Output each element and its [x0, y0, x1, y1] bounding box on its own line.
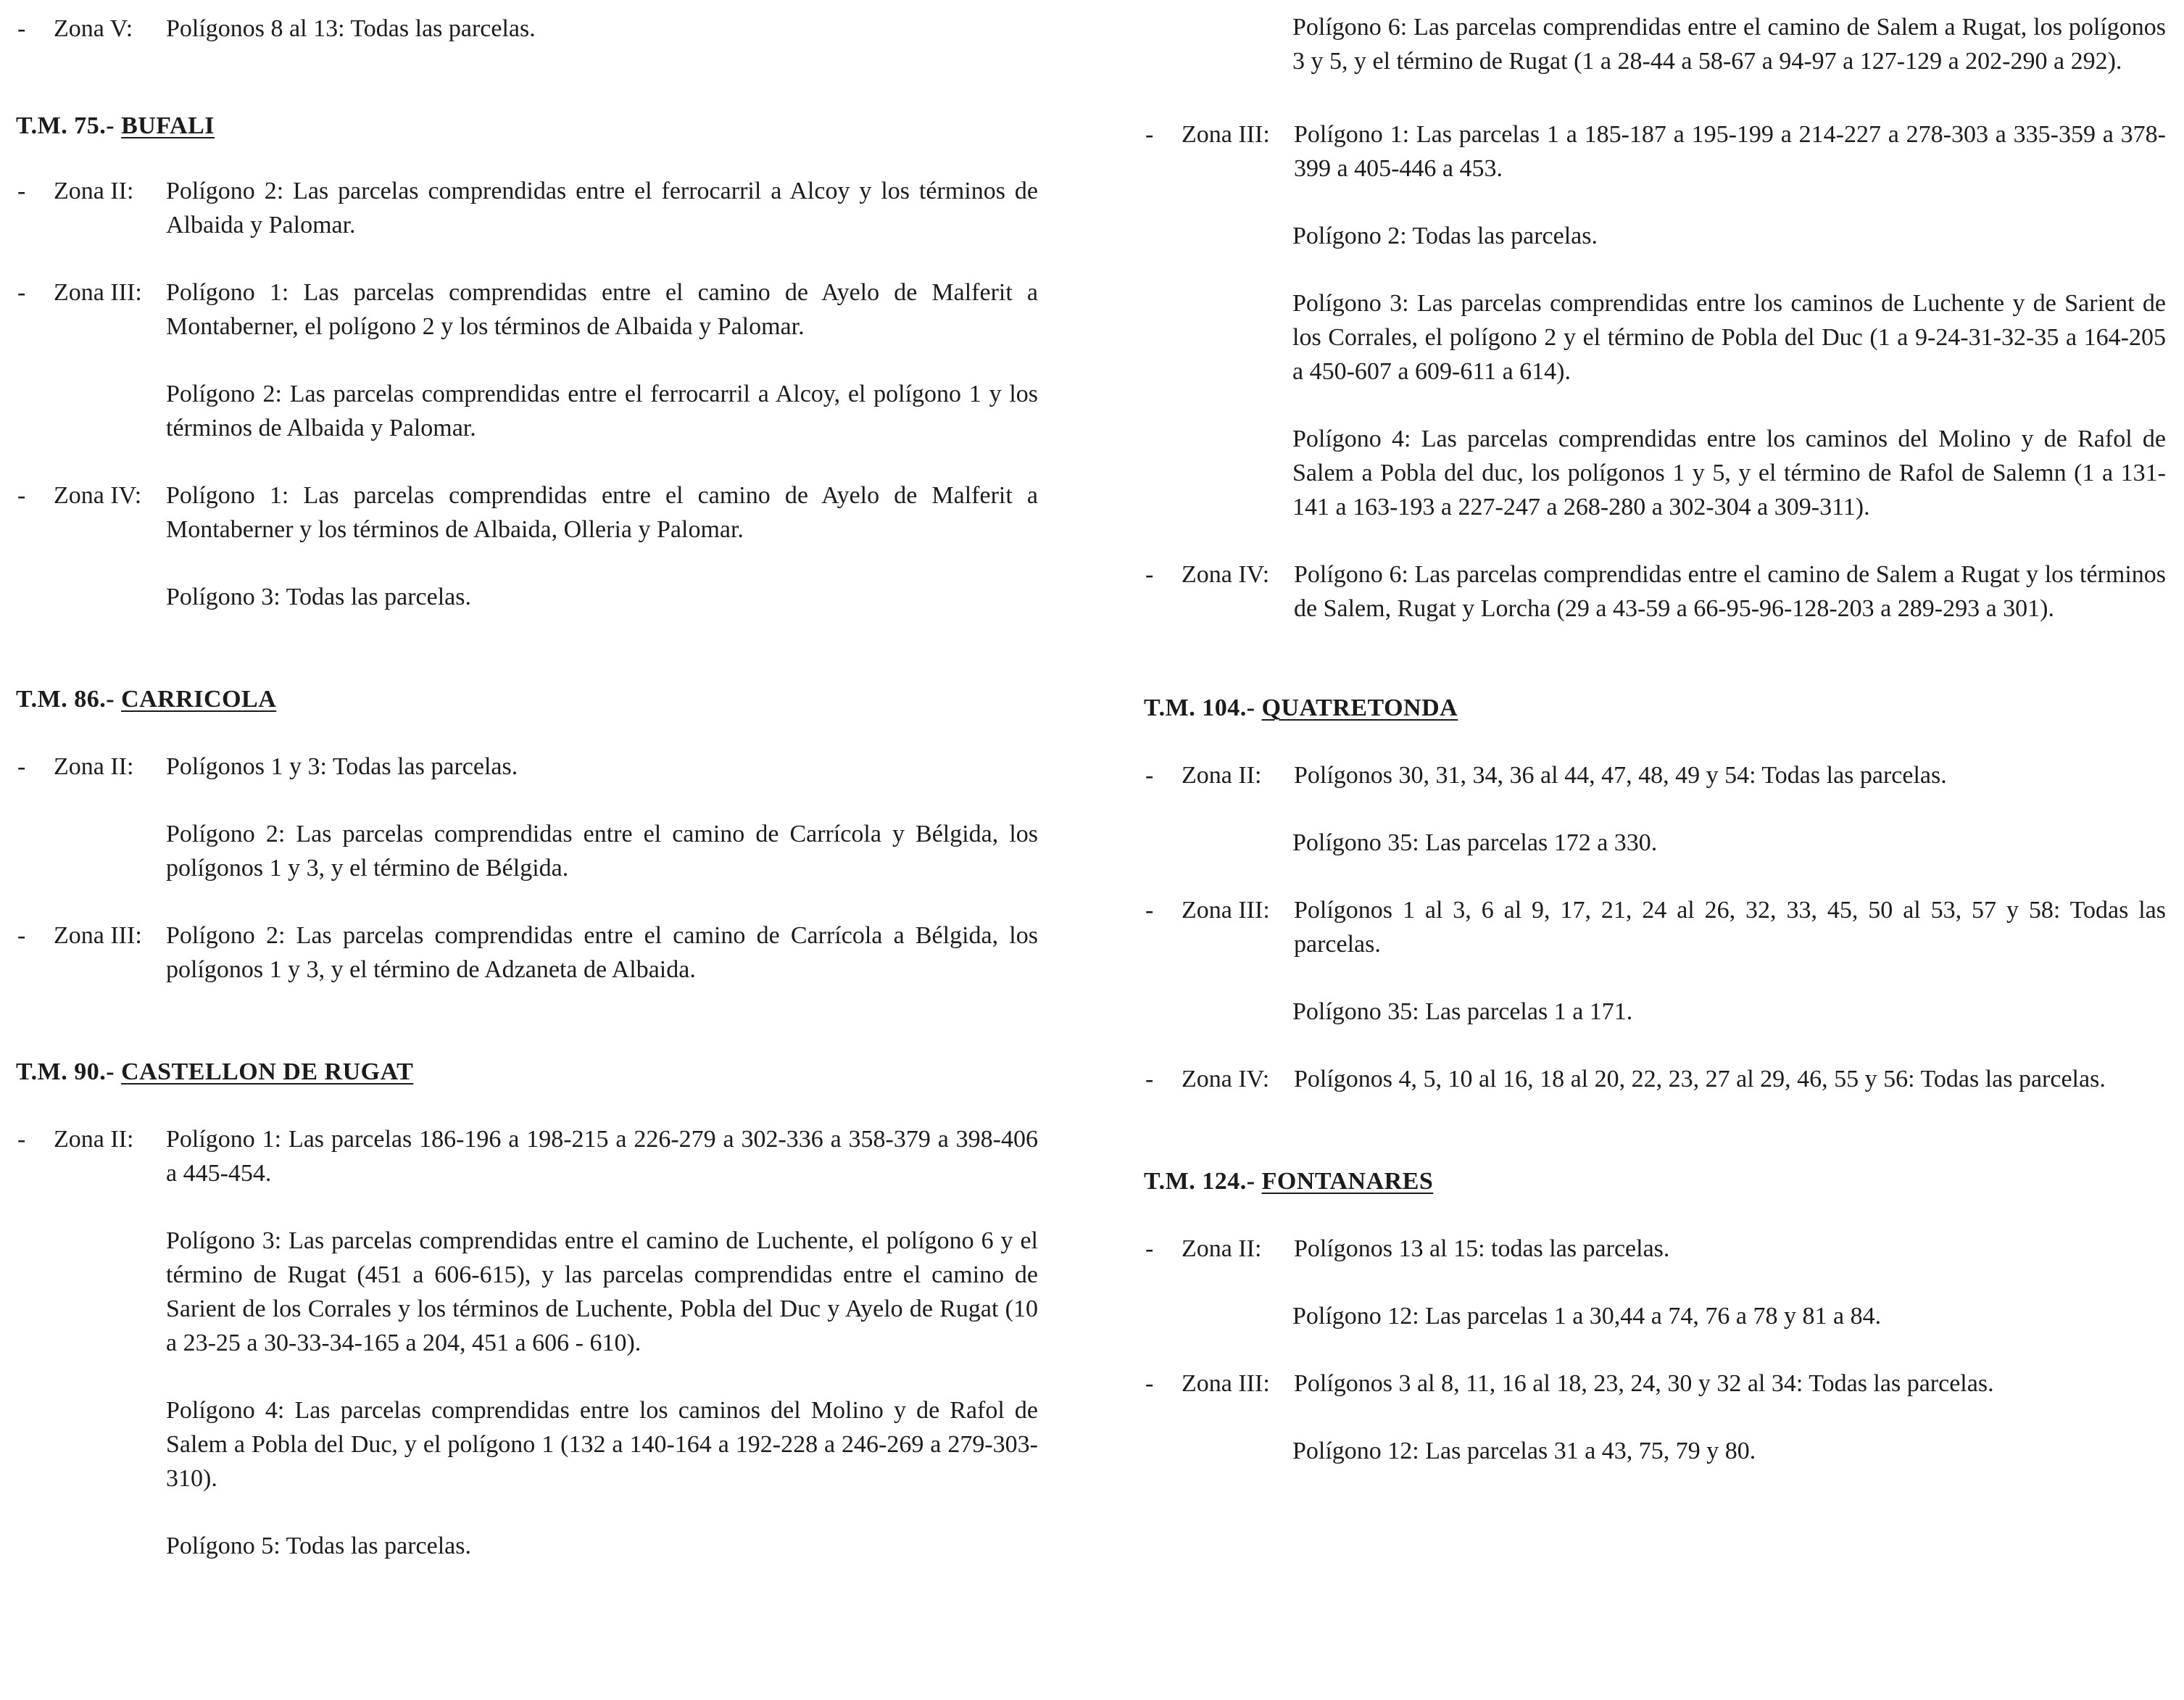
list-dash: - — [17, 178, 26, 204]
heading-name: CASTELLON DE RUGAT — [121, 1058, 414, 1085]
section-heading-bufali — [16, 109, 1038, 143]
poligono-entry: Polígono 12: Las parcelas 1 a 30,44 a 74, 76 a 78 y 81 a 84. — [1292, 1303, 1882, 1330]
zone-label: Zona III: — [1182, 1370, 1270, 1397]
heading-name: QUATRETONDA — [1261, 694, 1458, 721]
section-heading-quatretonda — [1144, 691, 2166, 725]
heading-prefix: T.M. 104.- — [1144, 694, 1262, 721]
right-column — [1144, 0, 2166, 1468]
zone-entry — [1144, 1232, 2166, 1266]
heading-name: BUFALI — [121, 112, 215, 139]
zone-text: Polígono 1: Las parcelas 186-196 a 198-215 a 226-279 a 302-336 a 358-379 a 398-406 a 445-454. — [166, 1126, 1038, 1187]
zone-text: Polígono 2: Las parcelas comprendidas entre el ferrocarril a Alcoy y los términos de Albaida y Palomar. — [166, 178, 1038, 239]
zone-entry — [16, 919, 1038, 987]
list-dash: - — [1145, 1370, 1154, 1397]
zone-entry — [1144, 117, 2166, 186]
poligono-entry: Polígono 5: Todas las parcelas. — [166, 1533, 471, 1559]
zone-entry — [16, 275, 1038, 344]
list-dash: - — [1145, 897, 1154, 924]
heading-name: CARRICOLA — [121, 686, 277, 713]
list-dash: - — [17, 753, 26, 780]
poligono-entry: Polígono 2: Las parcelas comprendidas entre el camino de Carrícola y Bélgida, los polígonos 1 y 3, y el término de Bélgida. — [166, 821, 1038, 882]
list-dash: - — [17, 279, 26, 306]
zone-entry — [16, 174, 1038, 242]
zone-entry — [1144, 893, 2166, 961]
zone-text: Polígono 1: Las parcelas comprendidas entre el camino de Ayelo de Malferit a Montaberner y los términos de Albaida, Olleria y Palomar. — [166, 482, 1038, 543]
poligono-entry: Polígono 3: Las parcelas comprendidas entre el camino de Luchente, el polígono 6 y el término de Rugat (451 a 606-615), y las parcelas comprendidas entre el camino de Sarient de los Corrales y los términos de Luchente, Pobla del Duc y Ayelo de Rugat (10 a 23-25 a 30-33-34-165 a 204, 451 a 606 - 610). — [166, 1227, 1038, 1356]
poligono-entry: Polígono 3: Las parcelas comprendidas entre los caminos de Luchente y de Sarient de los Corrales, el polígono 2 y el término de Pobla del Duc (1 a 9-24-31-32-35 a 164-205 a 450-607 a 609-611 a 614). — [1292, 290, 2166, 385]
poligono-entry: Polígono 4: Las parcelas comprendidas entre los caminos del Molino y de Rafol de Salem a Pobla del duc, los polígonos 1 y 5, y el término de Rafol de Salemn (1 a 131-141 a 163-193 a 227-247 a 268-280 a 302-304 a 309-311). — [1292, 426, 2166, 521]
heading-prefix: T.M. 86.- — [16, 686, 122, 713]
zone-label: Zona II: — [1182, 762, 1262, 789]
zone-text: Polígonos 30, 31, 34, 36 al 44, 47, 48, 49 y 54: Todas las parcelas. — [1294, 762, 1947, 789]
zone-label: Zona V: — [54, 15, 133, 42]
zone-label: Zona IV: — [1182, 561, 1270, 588]
heading-prefix: T.M. 90.- — [16, 1058, 122, 1085]
list-dash: - — [17, 15, 26, 42]
list-dash: - — [1145, 762, 1154, 789]
section-heading-carricola — [16, 682, 1038, 716]
zone-entry — [1144, 1062, 2166, 1096]
zone-label: Zona IV: — [54, 482, 142, 509]
poligono-entry: Polígono 2: Todas las parcelas. — [1292, 223, 1598, 249]
zone-text: Polígono 1: Las parcelas comprendidas entre el camino de Ayelo de Malferit a Montaberner, el polígono 2 y los términos de Albaida y Palomar. — [166, 279, 1038, 340]
poligono-entry: Polígono 3: Todas las parcelas. — [166, 584, 471, 610]
zone-text: Polígono 1: Las parcelas 1 a 185-187 a 195-199 a 214-227 a 278-303 a 335-359 a 378-399 a 405-446 a 453. — [1294, 121, 2166, 182]
zone-text: Polígono 2: Las parcelas comprendidas entre el camino de Carrícola a Bélgida, los polígonos 1 y 3, y el término de Adzaneta de Albaida. — [166, 922, 1038, 983]
zone-label: Zona III: — [54, 922, 142, 949]
zone-label: Zona II: — [1182, 1235, 1262, 1262]
zone-label: Zona IV: — [1182, 1066, 1270, 1092]
zone-label: Zona II: — [54, 753, 134, 780]
section-heading-fontanares — [1144, 1164, 2166, 1198]
list-dash: - — [17, 1126, 26, 1153]
zone-label: Zona III: — [1182, 897, 1270, 924]
zone-text: Polígono 6: Las parcelas comprendidas entre el camino de Salem a Rugat y los términos de Salem, Rugat y Lorcha (29 a 43-59 a 66-95-96-128-203 a 289-293 a 301). — [1294, 561, 2166, 622]
list-dash: - — [1145, 561, 1154, 588]
list-dash: - — [1145, 1235, 1154, 1262]
zone-label: Zona III: — [54, 279, 142, 306]
list-dash: - — [1145, 1066, 1154, 1092]
list-dash: - — [17, 922, 26, 949]
heading-prefix: T.M. 124.- — [1144, 1168, 1262, 1195]
zone-entry — [1144, 1367, 2166, 1401]
heading-prefix: T.M. 75.- — [16, 112, 122, 139]
list-dash: - — [1145, 121, 1154, 148]
zone-label: Zona III: — [1182, 121, 1270, 148]
zone-entry — [16, 1122, 1038, 1190]
poligono-entry: Polígono 6: Las parcelas comprendidas entre el camino de Salem a Rugat, los polígonos 3 y 5, y el término de Rugat (1 a 28-44 a 58-67 a 94-97 a 127-129 a 202-290 a 292). — [1292, 14, 2166, 75]
poligono-entry: Polígono 4: Las parcelas comprendidas entre los caminos del Molino y de Rafol de Salem a Pobla del Duc, y el polígono 1 (132 a 140-164 a 192-228 a 246-269 a 279-303-310). — [166, 1397, 1038, 1492]
zone-text: Polígonos 1 y 3: Todas las parcelas. — [166, 753, 518, 780]
poligono-entry: Polígono 12: Las parcelas 31 a 43, 75, 79 y 80. — [1292, 1438, 1756, 1464]
zone-text: Polígonos 8 al 13: Todas las parcelas. — [166, 15, 536, 42]
zone-entry — [1144, 758, 2166, 792]
zone-text: Polígonos 13 al 15: todas las parcelas. — [1294, 1235, 1670, 1262]
list-dash: - — [17, 482, 26, 509]
zone-entry — [16, 478, 1038, 547]
poligono-entry: Polígono 35: Las parcelas 172 a 330. — [1292, 829, 1658, 856]
zone-label: Zona II: — [54, 178, 134, 204]
poligono-entry: Polígono 2: Las parcelas comprendidas entre el ferrocarril a Alcoy, el polígono 1 y los términos de Albaida y Palomar. — [166, 381, 1038, 441]
section-heading-castellon-de-rugat — [16, 1055, 1038, 1089]
zone-label: Zona II: — [54, 1126, 134, 1153]
zone-text: Polígonos 1 al 3, 6 al 9, 17, 21, 24 al 26, 32, 33, 45, 50 al 53, 57 y 58: Todas las parcelas. — [1294, 897, 2166, 958]
poligono-entry: Polígono 35: Las parcelas 1 a 171. — [1292, 998, 1633, 1025]
zone-entry — [16, 750, 1038, 784]
left-column — [16, 0, 1038, 1563]
zone-text: Polígonos 4, 5, 10 al 16, 18 al 20, 22, 23, 27 al 29, 46, 55 y 56: Todas las parcelas. — [1294, 1066, 2106, 1092]
zone-entry — [1144, 557, 2166, 626]
zone-entry — [16, 12, 1038, 46]
heading-name: FONTANARES — [1261, 1168, 1434, 1195]
zone-text: Polígonos 3 al 8, 11, 16 al 18, 23, 24, 30 y 32 al 34: Todas las parcelas. — [1294, 1370, 1994, 1397]
